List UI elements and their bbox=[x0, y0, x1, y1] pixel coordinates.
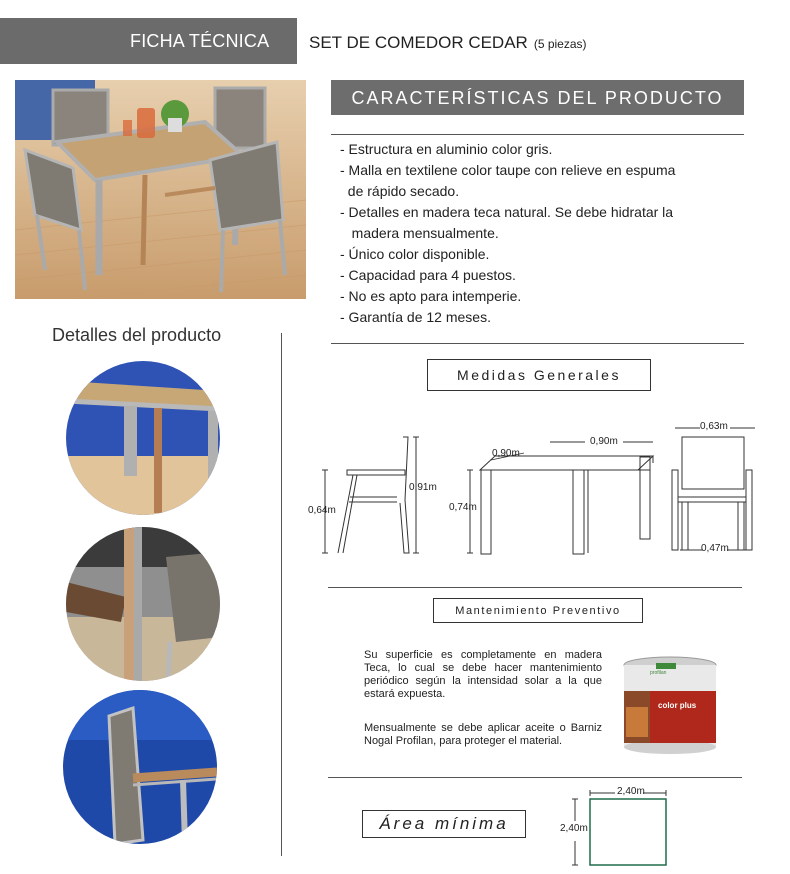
detail-photo-table-corner bbox=[66, 361, 220, 515]
feature-item: - Estructura en aluminio color gris. bbox=[340, 141, 553, 157]
hero-product-photo bbox=[15, 80, 306, 299]
detail-photo-armrest bbox=[63, 690, 217, 844]
feature-item: madera mensualmente. bbox=[340, 225, 499, 241]
area-diagram bbox=[555, 783, 675, 868]
maintenance-title: Mantenimiento Preventivo bbox=[433, 598, 643, 623]
varnish-can-image bbox=[620, 655, 720, 755]
product-title bbox=[309, 33, 587, 53]
table-depth-label: 0,90m bbox=[492, 448, 520, 459]
divider bbox=[328, 777, 742, 778]
dimension-drawings bbox=[305, 415, 775, 565]
chair-side-height-label: 0,64m bbox=[308, 505, 336, 516]
feature-item: - Garantía de 12 meses. bbox=[340, 309, 491, 325]
chair-front-width-top-label: 0,63m bbox=[700, 421, 728, 432]
area-title: Área mínima bbox=[362, 810, 526, 838]
divider bbox=[328, 587, 742, 588]
maintenance-paragraph-2: Mensualmente se debe aplicar aceite o Barniz Nogal Profilan, para proteger el material. bbox=[364, 722, 602, 747]
feature-item: - Capacidad para 4 puestos. bbox=[340, 267, 516, 283]
divider bbox=[331, 343, 744, 344]
sheet-label: FICHA TÉCNICA bbox=[130, 31, 270, 51]
area-height-label: 2,40m bbox=[560, 823, 588, 834]
product-pieces: (5 piezas) bbox=[533, 37, 587, 51]
characteristics-title: CARACTERÍSTICAS DEL PRODUCTO bbox=[351, 88, 724, 108]
maintenance-paragraph-1: Su superficie es completamente en madera Teca, lo cual se debe hacer mantenimiento periódico según la intensidad solar a la que estará expuesta. bbox=[364, 649, 602, 700]
feature-item: - Malla en textilene color taupe con relieve en espuma bbox=[340, 162, 676, 178]
measures-title: Medidas Generales bbox=[427, 359, 651, 391]
area-width-label: 2,40m bbox=[617, 786, 645, 797]
detail-photo-leg-joint bbox=[66, 527, 220, 681]
can-label: color plus bbox=[658, 701, 697, 710]
chair-back-height-label: 0,91m bbox=[409, 482, 437, 493]
can-brand: profilan bbox=[650, 670, 667, 676]
feature-item: de rápido secado. bbox=[340, 183, 460, 199]
chair-front-width-bottom-label: 0,47m bbox=[701, 543, 729, 554]
product-name: SET DE COMEDOR CEDAR bbox=[309, 33, 528, 52]
table-width-label: 0,90m bbox=[590, 436, 618, 447]
feature-item: - No es apto para intemperie. bbox=[340, 288, 522, 304]
feature-list bbox=[340, 139, 740, 328]
divider bbox=[331, 134, 744, 135]
table-height-label: 0,74m bbox=[449, 502, 477, 513]
feature-item: - Detalles en madera teca natural. Se debe hidratar la bbox=[340, 204, 674, 220]
feature-item: - Único color disponible. bbox=[340, 246, 490, 262]
vertical-divider bbox=[281, 333, 282, 856]
details-title: Detalles del producto bbox=[52, 325, 222, 345]
